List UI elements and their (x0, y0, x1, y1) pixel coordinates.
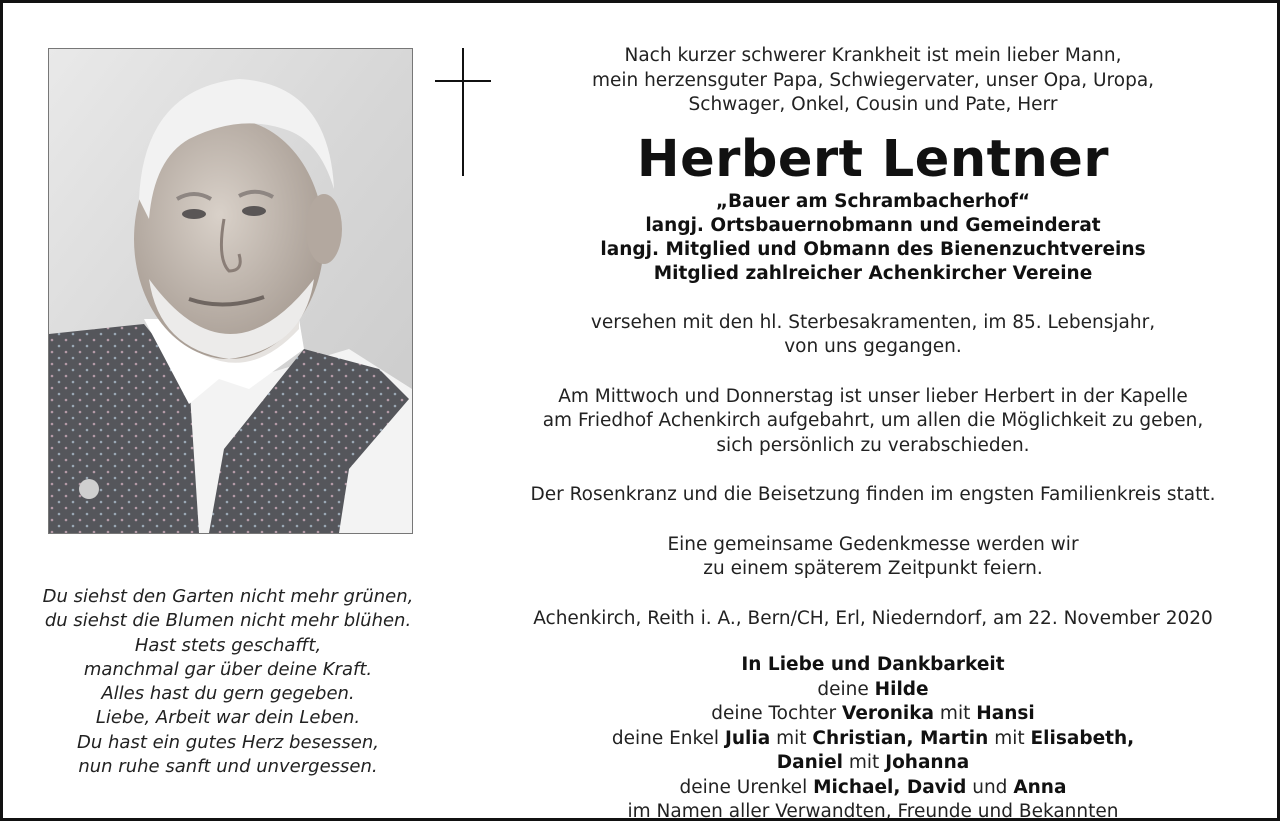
mourner-closing: im Namen aller Verwandten, Freunde und Bekannten (627, 801, 1119, 822)
mourner-line: deine Hilde (817, 678, 929, 700)
title-line: Mitglied zahlreicher Achenkircher Vereine (653, 262, 1093, 284)
poem-line: Liebe, Arbeit war dein Leben. (95, 707, 361, 729)
deceased-titles (503, 190, 1243, 286)
poem-line: Hast stets geschafft, (134, 634, 322, 656)
title-line: langj. Ortsbauernobmann und Gemeinderat (645, 214, 1101, 236)
mass-line: Eine gemeinsame Gedenkmesse werden wir (667, 533, 1079, 555)
intro-line: Schwager, Onkel, Cousin und Pate, Herr (688, 94, 1058, 115)
intro-line: Nach kurzer schwerer Krankheit ist mein lieber Mann, (624, 45, 1122, 66)
memorial-poem (13, 585, 443, 779)
obituary-text (503, 44, 1243, 825)
poem-line: Alles hast du gern gegeben. (101, 683, 355, 705)
portrait-photo (48, 48, 413, 534)
title-line: „Bauer am Schrambacherhof“ (715, 190, 1031, 212)
title-line: langj. Mitglied und Obmann des Bienenzuchtvereins (600, 238, 1146, 260)
mourners-heading: In Liebe und Dankbarkeit (741, 654, 1005, 675)
burial-line: Der Rosenkranz und die Beisetzung finden im engsten Familienkreis statt. (530, 484, 1216, 505)
mourner-line: deine Enkel Julia mit Christian, Martin mit Elisabeth, (611, 727, 1135, 749)
deceased-name: Herbert Lentner (636, 129, 1110, 189)
intro-line: mein herzensguter Papa, Schwiegervater, unser Opa, Uropa, (591, 69, 1155, 91)
poem-line: Du siehst den Garten nicht mehr grünen, (42, 586, 414, 607)
poem-line: manchmal gar über deine Kraft. (83, 658, 373, 680)
poem-line: nun ruhe sanft und unvergessen. (78, 756, 378, 778)
place-date: Achenkirch, Reith i. A., Bern/CH, Erl, Niederndorf, am 22. November 2020 (533, 607, 1213, 629)
mass-line: zu einem späterem Zeitpunkt feiern. (703, 558, 1043, 579)
mourner-line: deine Tochter Veronika mit Hansi (711, 703, 1035, 724)
viewing-line: Am Mittwoch und Donnerstag ist unser lieber Herbert in der Kapelle (558, 385, 1188, 407)
poem-line: du siehst die Blumen nicht mehr blühen. (44, 610, 412, 632)
poem-line: Du hast ein gutes Herz besessen, (77, 731, 379, 753)
portrait-image (49, 49, 412, 533)
passing-line: von uns gegangen. (784, 336, 962, 357)
viewing-line: sich persönlich zu verabschieden. (716, 434, 1030, 456)
viewing-line: am Friedhof Achenkirch aufgebahrt, um allen die Möglichkeit zu geben, (542, 410, 1204, 431)
mourner-line: deine Urenkel Michael, David und Anna (679, 776, 1067, 798)
cross-icon (435, 48, 495, 178)
passing-line: versehen mit den hl. Sterbesakramenten, im 85. Lebensjahr, (590, 311, 1156, 333)
mourner-line: Daniel mit Johanna (776, 752, 970, 773)
